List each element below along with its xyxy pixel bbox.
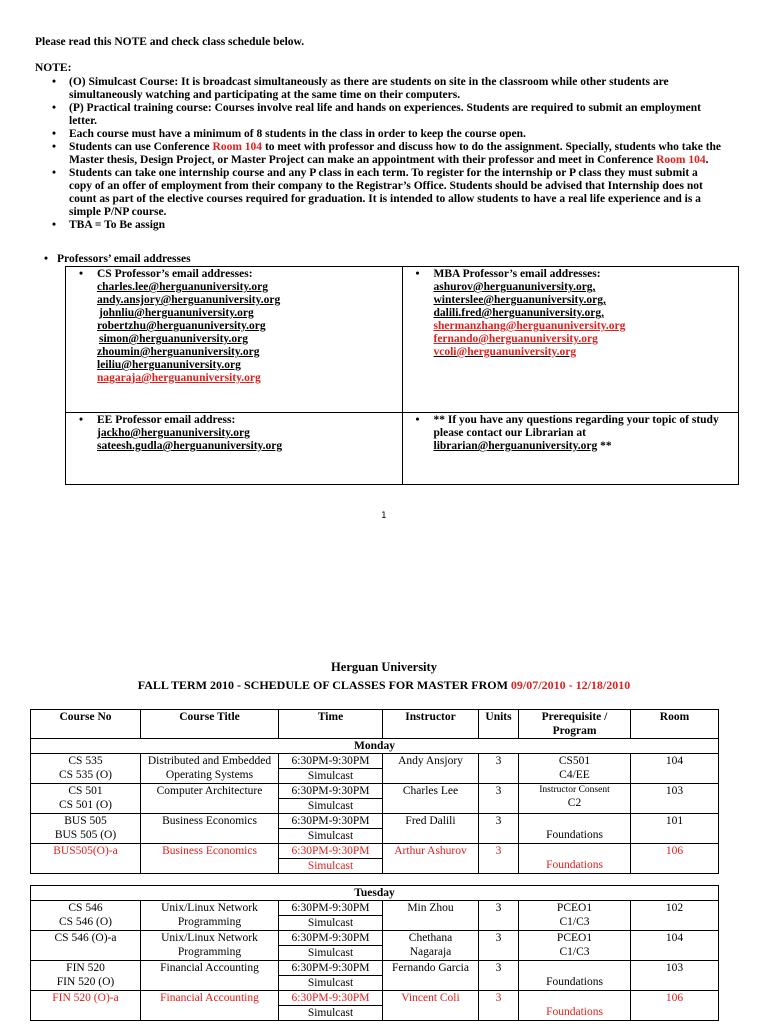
note-line: • (O) Simulcast Course: It is broadcast simultaneously as there are students on site in the classroom while other students are bbox=[69, 76, 669, 88]
note-line bbox=[69, 154, 732, 167]
note-line: • (P) Practical training course: Courses involve real life and hands on experiences. Students are required to submit an employment bbox=[69, 102, 701, 114]
term-text: FALL TERM 2010 - SCHEDULE OF CLASSES FOR MASTER FROM bbox=[137, 678, 511, 692]
email-link[interactable]: andy.ansjory@herguanuniversity.org bbox=[97, 294, 281, 306]
course-no: BUS 505 bbox=[64, 815, 107, 827]
table-row bbox=[31, 784, 719, 814]
email-link[interactable]: fernando@herguanuniversity.org bbox=[433, 333, 598, 345]
course-title: Business Economics bbox=[141, 814, 279, 844]
instructor: Min Zhou bbox=[383, 901, 479, 931]
instructor: Nagaraja bbox=[409, 946, 452, 958]
email-link[interactable]: dalili.fred@herguanuniversity.org, bbox=[433, 307, 605, 319]
term-title bbox=[0, 679, 768, 692]
program: C2 bbox=[567, 797, 582, 809]
header-text: Program bbox=[552, 725, 597, 737]
prerequisite: PCEO1 bbox=[556, 902, 593, 914]
time: 6:30PM-9:30PM bbox=[291, 815, 370, 827]
header-course-no: Course No bbox=[31, 710, 141, 739]
note-line: • TBA = To Be assign bbox=[69, 219, 166, 231]
course-title: Financial Accounting bbox=[141, 961, 279, 991]
course-no: CS 546 (O)-a bbox=[31, 931, 141, 961]
prerequisite: CS501 bbox=[558, 755, 591, 767]
header-course-title: Course Title bbox=[141, 710, 279, 739]
program: Foundations bbox=[546, 1006, 603, 1018]
day-monday: Monday bbox=[31, 739, 719, 754]
bullet: • bbox=[79, 268, 84, 280]
email-table bbox=[65, 266, 739, 485]
program: C1/C3 bbox=[559, 946, 590, 958]
time-mode: Simulcast bbox=[279, 828, 382, 843]
header-prerequisite bbox=[519, 710, 631, 739]
table-row bbox=[31, 814, 719, 844]
program: Foundations bbox=[546, 829, 603, 841]
mba-email-cell bbox=[402, 267, 739, 413]
table-row bbox=[31, 931, 719, 961]
ee-email-cell bbox=[66, 413, 403, 485]
units: 3 bbox=[479, 991, 519, 1021]
time-mode: Simulcast bbox=[279, 858, 382, 873]
room: 103 bbox=[631, 784, 719, 814]
bullet: • bbox=[415, 268, 420, 280]
time-mode: Simulcast bbox=[279, 768, 382, 783]
table-row bbox=[31, 991, 719, 1021]
tuesday-schedule-table bbox=[30, 885, 719, 1021]
program: C4/EE bbox=[559, 769, 590, 781]
course-no: CS 535 (O) bbox=[58, 769, 113, 781]
instructor: Vincent Coli bbox=[383, 991, 479, 1021]
course-title: Operating Systems bbox=[165, 769, 254, 781]
page-number: 1 bbox=[381, 511, 387, 521]
email-part: @herguanuniversity.org bbox=[456, 346, 577, 358]
time: 6:30PM-9:30PM bbox=[291, 902, 370, 914]
note-text: . bbox=[705, 154, 709, 166]
units: 3 bbox=[479, 814, 519, 844]
note-tba bbox=[52, 219, 732, 232]
instructor: Charles Lee bbox=[383, 784, 479, 814]
time: 6:30PM-9:30PM bbox=[291, 992, 370, 1004]
note-line: • Students can take one internship course and any P class in each term. To register for the internship or P class they must submit a bbox=[69, 167, 698, 179]
time-mode: Simulcast bbox=[279, 945, 382, 960]
header-time: Time bbox=[279, 710, 383, 739]
email-link[interactable]: simon@herguanuniversity.org bbox=[99, 333, 249, 345]
prerequisite bbox=[519, 961, 630, 975]
prerequisite bbox=[519, 991, 630, 1005]
units: 3 bbox=[479, 754, 519, 784]
instructor: Fred Dalili bbox=[383, 814, 479, 844]
day-tuesday: Tuesday bbox=[31, 886, 719, 901]
room: 106 bbox=[631, 991, 719, 1021]
note-line: simultaneously watching and participating at the same time on their computers. bbox=[69, 89, 461, 101]
term-dates: 09/07/2010 - 12/18/2010 bbox=[510, 678, 631, 692]
note-minimum bbox=[52, 128, 732, 141]
email-part: vcoli bbox=[433, 346, 457, 358]
bullet: • bbox=[79, 414, 84, 426]
course-no: CS 546 (O) bbox=[58, 916, 113, 928]
time-mode: Simulcast bbox=[279, 798, 382, 813]
header-room: Room bbox=[631, 710, 719, 739]
time: 6:30PM-9:30PM bbox=[291, 785, 370, 797]
email-link[interactable]: winterslee@herguanuniversity.org, bbox=[433, 294, 606, 306]
time-mode: Simulcast bbox=[279, 1005, 382, 1020]
prerequisite: Instructor Consent bbox=[539, 785, 610, 795]
time-mode: Simulcast bbox=[279, 915, 382, 930]
units: 3 bbox=[479, 784, 519, 814]
time: 6:30PM-9:30PM bbox=[291, 845, 370, 857]
email-link[interactable]: leiliu@herguanuniversity.org bbox=[97, 359, 241, 371]
email-link[interactable]: librarian@herguanuniversity.org bbox=[433, 440, 598, 452]
time: 6:30PM-9:30PM bbox=[291, 755, 370, 767]
course-title: Distributed and Embedded bbox=[147, 755, 272, 767]
course-no: BUS505(O)-a bbox=[31, 844, 141, 874]
librarian-text: please contact our Librarian at bbox=[433, 427, 586, 439]
email-link[interactable]: zhoumin@herguanuniversity.org bbox=[97, 346, 260, 358]
note-line bbox=[69, 141, 732, 154]
note-label: NOTE: bbox=[35, 62, 72, 74]
units: 3 bbox=[479, 901, 519, 931]
bullet: • bbox=[415, 414, 420, 426]
instructor: Arthur Ashurov bbox=[383, 844, 479, 874]
course-no: CS 535 bbox=[68, 755, 103, 767]
email-link[interactable]: ashurov@herguanuniversity.org, bbox=[433, 281, 596, 293]
course-title: Unix/Linux Network Programming bbox=[141, 901, 279, 931]
course-no: FIN 520 bbox=[66, 962, 105, 974]
header-units: Units bbox=[479, 710, 519, 739]
email-link[interactable]: charles.lee@herguanuniversity.org bbox=[97, 281, 269, 293]
course-no: FIN 520 (O) bbox=[56, 976, 115, 988]
note-text: Master thesis, Design Project, or Master Project can make an appointment with their professor and meet in Conference bbox=[69, 154, 657, 166]
note-line: simple P/NP course. bbox=[69, 206, 167, 218]
room: 104 bbox=[631, 931, 719, 961]
email-link[interactable]: shermanzhang@herguanuniversity.org bbox=[433, 320, 626, 332]
room: 101 bbox=[631, 814, 719, 844]
table-row bbox=[31, 754, 719, 784]
ee-heading: EE Professor email address: bbox=[97, 414, 236, 426]
cs-email-cell bbox=[66, 267, 403, 413]
table-row bbox=[31, 844, 719, 874]
note-line: copy of an offer of employment from their company to the Registrar’s Office. Students should be advised that Internship does not bbox=[69, 180, 703, 192]
units: 3 bbox=[479, 961, 519, 991]
room: 103 bbox=[631, 961, 719, 991]
instructor: Andy Ansjory bbox=[383, 754, 479, 784]
program: C1/C3 bbox=[559, 916, 590, 928]
note-conference bbox=[52, 141, 732, 167]
prerequisite bbox=[519, 814, 630, 828]
course-no: BUS 505 (O) bbox=[54, 829, 117, 841]
librarian-cell bbox=[402, 413, 739, 485]
email-link[interactable]: nagaraja@herguanuniversity.org bbox=[97, 372, 261, 384]
prerequisite bbox=[519, 844, 630, 858]
email-link[interactable] bbox=[434, 346, 735, 359]
email-link[interactable]: robertzhu@herguanuniversity.org bbox=[97, 320, 266, 332]
header-instructor: Instructor bbox=[383, 710, 479, 739]
units: 3 bbox=[479, 844, 519, 874]
table-row bbox=[31, 961, 719, 991]
program: Foundations bbox=[546, 976, 603, 988]
notes-list bbox=[52, 76, 732, 232]
cs-heading: CS Professor’s email addresses: bbox=[97, 268, 253, 280]
room: 102 bbox=[631, 901, 719, 931]
university-title: Herguan University bbox=[331, 660, 437, 674]
course-title: Financial Accounting bbox=[141, 991, 279, 1021]
header-text: Prerequisite / bbox=[541, 711, 608, 723]
note-line: count as part of the elective courses required for graduation. It is intended to allow students to have a real life experience and is a bbox=[69, 193, 701, 205]
instructor: Chethana bbox=[408, 932, 453, 944]
course-no: CS 546 bbox=[68, 902, 103, 914]
note-line: • Each course must have a minimum of 8 students in the class in order to keep the course open. bbox=[69, 128, 526, 140]
note-internship bbox=[52, 167, 732, 219]
prerequisite: PCEO1 bbox=[556, 932, 593, 944]
librarian-tail: ** bbox=[597, 440, 612, 452]
course-title: Computer Architecture bbox=[141, 784, 279, 814]
room-104-text: Room 104 bbox=[212, 141, 263, 153]
email-link[interactable]: johnliu@herguanuniversity.org bbox=[99, 307, 254, 319]
note-practical bbox=[52, 102, 732, 128]
program: Foundations bbox=[546, 859, 603, 871]
monday-schedule-table bbox=[30, 709, 719, 874]
professors-email-heading bbox=[44, 253, 191, 266]
librarian-text: ** If you have any questions regarding your topic of study bbox=[433, 414, 719, 426]
course-no: FIN 520 (O)-a bbox=[31, 991, 141, 1021]
course-no: CS 501 (O) bbox=[58, 799, 113, 811]
course-title: Unix/Linux Network Programming bbox=[141, 931, 279, 961]
intro-text: Please read this NOTE and check class schedule below. bbox=[35, 36, 305, 48]
course-no: CS 501 bbox=[68, 785, 103, 797]
units: 3 bbox=[479, 931, 519, 961]
heading-text: Professors’ email addresses bbox=[57, 253, 191, 265]
time: 6:30PM-9:30PM bbox=[291, 932, 370, 944]
note-line: letter. bbox=[69, 115, 97, 127]
note-text: to meet with professor and discuss how to do the assignment. Specially, students who take the bbox=[262, 141, 722, 153]
room: 106 bbox=[631, 844, 719, 874]
email-link[interactable]: sateesh.gudla@herguanuniversity.org bbox=[97, 440, 283, 452]
room: 104 bbox=[631, 754, 719, 784]
course-title: Business Economics bbox=[141, 844, 279, 874]
time-mode: Simulcast bbox=[279, 975, 382, 990]
email-link[interactable]: jackho@herguanuniversity.org bbox=[97, 427, 250, 439]
room-104-text: Room 104 bbox=[656, 154, 706, 166]
instructor: Fernando Garcia bbox=[383, 961, 479, 991]
time: 6:30PM-9:30PM bbox=[291, 962, 370, 974]
mba-heading: MBA Professor’s email addresses: bbox=[433, 268, 601, 280]
note-simulcast bbox=[52, 76, 732, 102]
note-text: Students can use Conference bbox=[69, 141, 213, 153]
table-row bbox=[31, 901, 719, 931]
